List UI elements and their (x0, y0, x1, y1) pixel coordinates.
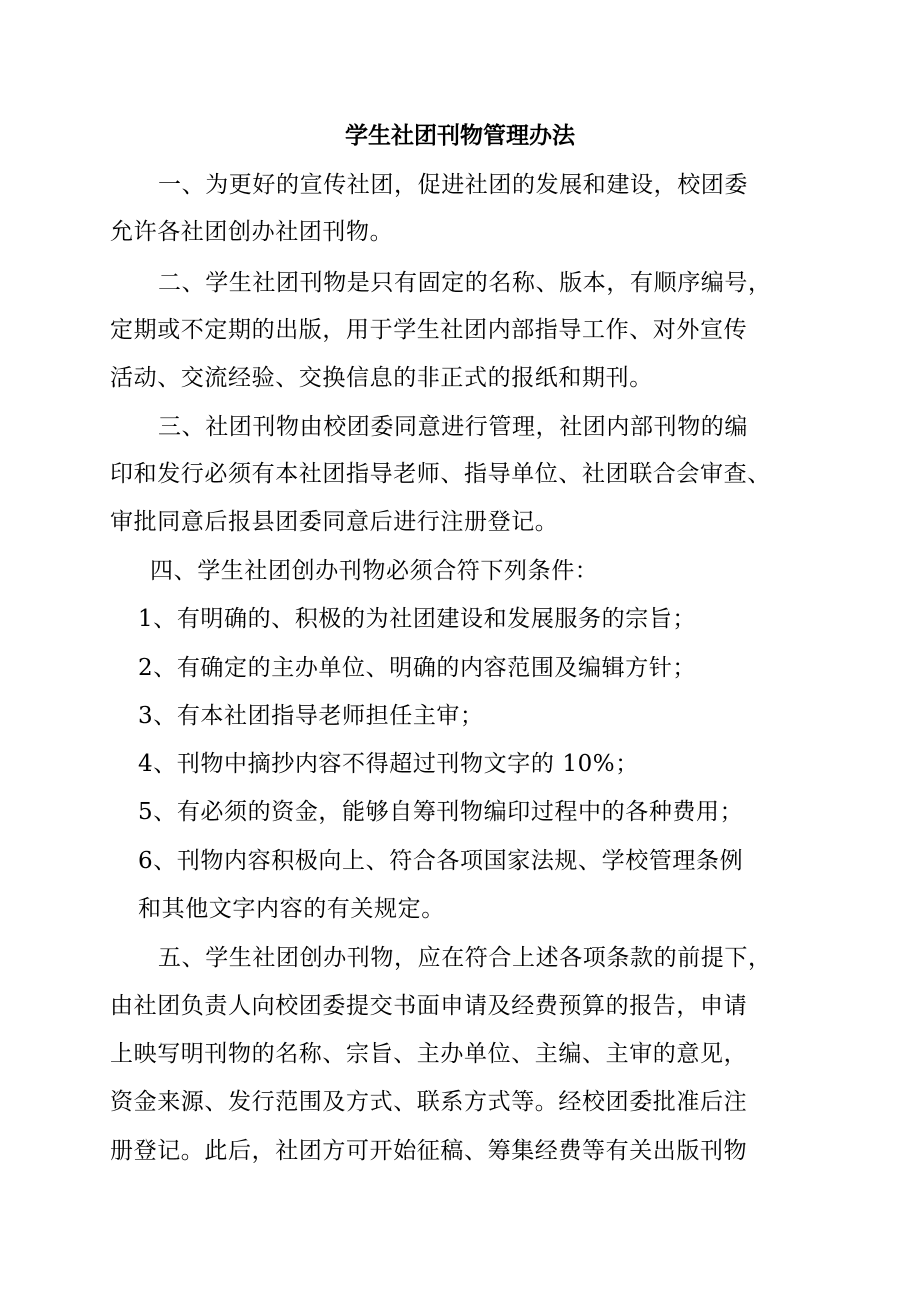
text-line: 6、刊物内容积极向上、符合各项国家法规、学校管理条例 (138, 848, 744, 874)
text-line: 4、刊物中摘抄内容不得超过刊物文字的 10%； (138, 751, 639, 777)
text-line: 一、为更好的宣传社团，促进社团的发展和建设，校团委 (158, 172, 748, 198)
text-line: 活动、交流经验、交换信息的非正式的报纸和期刊。 (110, 365, 653, 391)
text-line: 审批同意后报县团委同意后进行注册登记。 (110, 509, 559, 535)
text-line: 3、有本社团指导老师担任主审； (138, 703, 484, 729)
text-line: 允许各社团创办社团刊物。 (110, 219, 394, 245)
document-title: 学生社团刊物管理办法 (345, 122, 575, 149)
text-line: 上映写明刊物的名称、宗旨、主办单位、主编、主审的意见， (110, 1041, 748, 1067)
text-line: 定期或不定期的出版，用于学生社团内部指导工作、对外宣传 (110, 317, 748, 343)
text-line: 资金来源、发行范围及方式、联系方式等。经校团委批准后注 (110, 1089, 748, 1115)
text-line: 5、有必须的资金，能够自筹刊物编印过程中的各种费用； (138, 799, 744, 825)
text-line: 二、学生社团刊物是只有固定的名称、版本，有顺序编号， (158, 270, 772, 296)
text-line: 册登记。此后，社团方可开始征稿、筹集经费等有关出版刊物 (110, 1138, 748, 1164)
text-line: 三、社团刊物由校团委同意进行管理，社团内部刊物的编 (158, 414, 748, 440)
text-line: 五、学生社团创办刊物，应在符合上述各项条款的前提下， (158, 945, 772, 971)
text-line: 2、有确定的主办单位、明确的内容范围及编辑方针； (138, 655, 697, 681)
text-line: 和其他文字内容的有关规定。 (138, 896, 445, 922)
text-line: 四、学生社团创办刊物必须合符下列条件： (150, 558, 599, 584)
text-line: 由社团负责人向校团委提交书面申请及经费预算的报告，申请 (110, 993, 748, 1019)
text-line: 1、有明确的、积极的为社团建设和发展服务的宗旨； (138, 606, 697, 632)
text-line: 印和发行必须有本社团指导老师、指导单位、社团联合会审查、 (110, 461, 771, 487)
